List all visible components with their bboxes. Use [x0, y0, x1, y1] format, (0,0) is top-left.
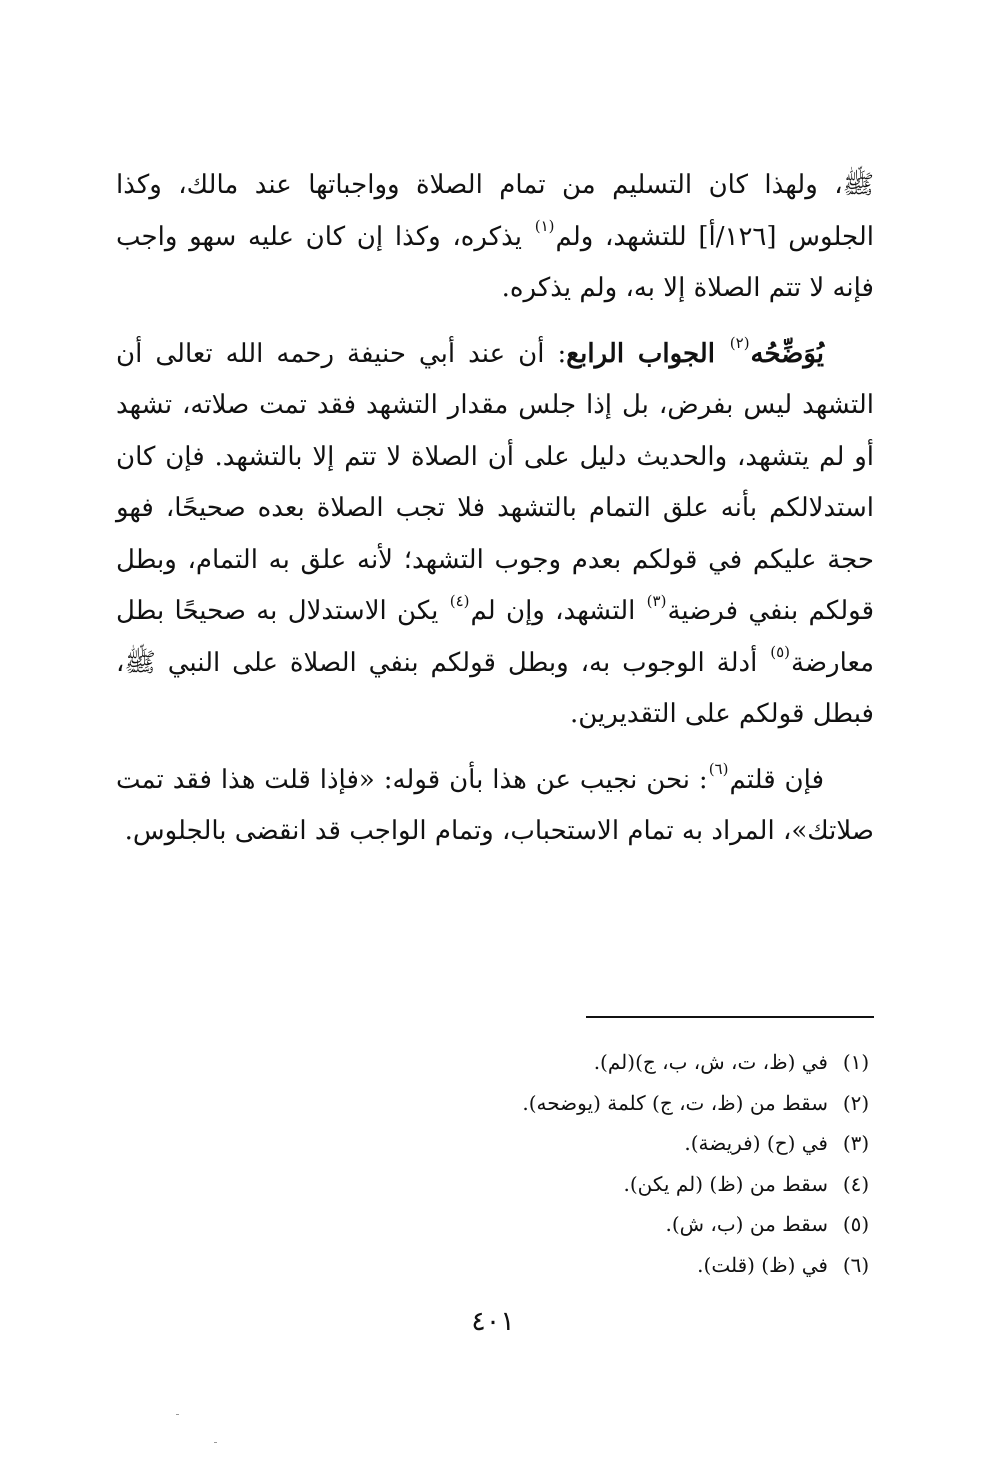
text-run: أدلة الوجوب به، وبطل قولكم بنفي الصلاة على النبي ﷺ، فبطل قولكم على التقديرين. [116, 647, 874, 729]
footnote-text: سقط من (ظ، ت، ج) كلمة (يوضحه). [522, 1090, 828, 1115]
footnote-text: سقط من (ظ) (لم يكن). [623, 1171, 828, 1196]
page-number: ٤٠١ [471, 1306, 515, 1337]
footnote-number: (١) [842, 1050, 870, 1074]
footnote-item [300, 1083, 876, 1124]
bold-text: يُوَضِّحُه [750, 338, 825, 369]
bold-text: الجواب الرابع [566, 338, 729, 369]
footnote-item [300, 1164, 876, 1205]
main-text [116, 160, 874, 872]
scan-speck [214, 1442, 217, 1443]
footnote-ref: (١) [534, 217, 555, 235]
footnote-ref: (٣) [646, 591, 667, 610]
footnote-item [300, 1204, 876, 1245]
text-run: : أن عند أبي حنيفة رحمه الله تعالى أن التشهد ليس بفرض، بل إذا جلس مقدار التشهد فقد تمت صلاته، تشهد أو لم يتشهد، والحديث دليل على أن الصلاة لا تتم إلا بالتشهد. فإن كان استدلالكم بأنه علق التمام بالتشهد فلا تجب الصلاة بعده صحيحًا، فهو حجة عليكم في قولكم بعدم وجوب التشهد؛ لأنه علق به التمام، وبطل قولكم بنفي فرضية [116, 338, 875, 626]
paragraph [116, 160, 874, 315]
text-run: : نحن نجيب عن هذا بأن قوله: «فإذا قلت هذا فقد تمت صلاتك»، المراد به تمام الاستحباب، وتمام الواجب قد انقضى بالجلوس. [116, 764, 874, 846]
footnote-text: سقط من (ب، ش). [665, 1212, 828, 1236]
footnote-number: (٢) [842, 1090, 870, 1115]
footnote-item [300, 1042, 876, 1083]
footnote-ref: (٥) [770, 643, 791, 661]
footnote-ref: (٢) [729, 334, 750, 352]
footnote-number: (٦) [842, 1252, 870, 1277]
footnotes-list [300, 1042, 876, 1285]
text-run: فإن قلتم [729, 764, 824, 795]
footnote-text: في (ظ) (قلت). [697, 1252, 828, 1277]
text-run: يكن الاستدلال به صحيحًا بطل معارضة [116, 596, 874, 678]
footnote-number: (٤) [842, 1171, 870, 1196]
paragraph [116, 755, 874, 858]
footnote-divider [586, 1016, 874, 1018]
text-run: يذكره، وكذا إن كان عليه سهو واجب فإنه لا تتم الصلاة إلا به، ولم يذكره. [116, 221, 874, 303]
footnote-ref: (٦) [708, 760, 729, 778]
footnote-ref: (٤) [449, 591, 470, 610]
footnote-number: (٥) [842, 1212, 870, 1236]
footnote-text: في (ظ، ت، ش، ب، ج)(لم). [593, 1050, 828, 1074]
footnote-number: (٣) [842, 1131, 870, 1155]
footnote-item [300, 1123, 876, 1164]
text-run: ﷺ، ولهذا كان التسليم من تمام الصلاة وواجباتها عند مالك، وكذا الجلوس [١٢٦/أ] للتشهد، ولم [116, 170, 874, 252]
scan-speck [176, 1414, 179, 1415]
text-run: التشهد، وإن لم [470, 596, 646, 626]
footnote-text: في (ح) (فريضة). [684, 1131, 828, 1155]
paragraph [116, 329, 874, 741]
footnote-item [300, 1245, 876, 1286]
